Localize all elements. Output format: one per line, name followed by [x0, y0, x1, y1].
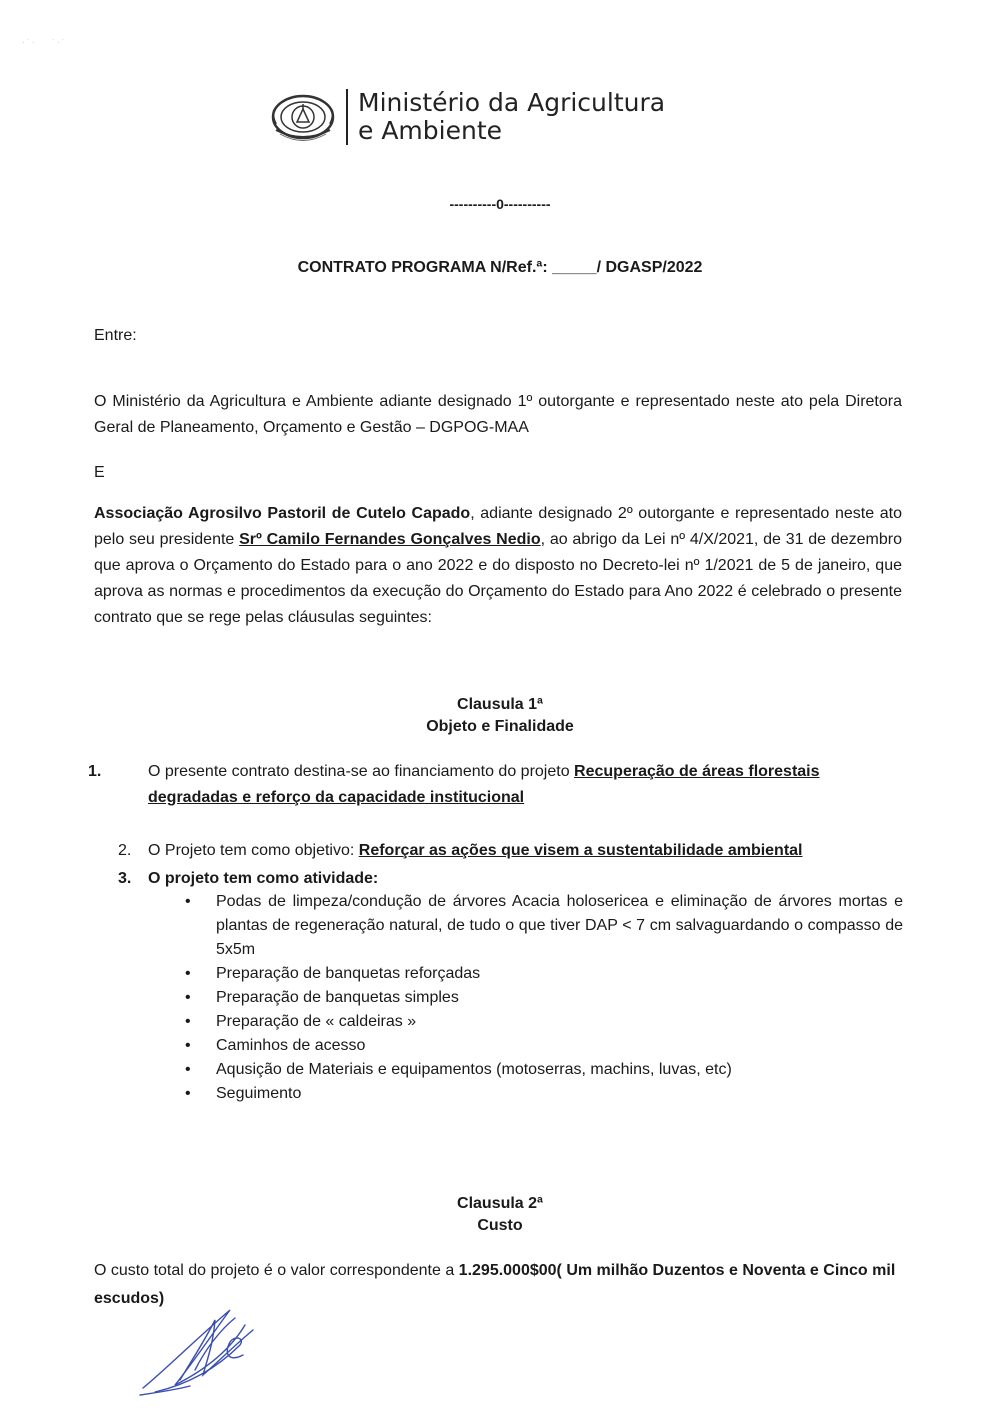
activities-list [185, 890, 903, 1106]
activity-item: • Preparação de banquetas simples [185, 986, 903, 1010]
e-conjunction: E [94, 464, 105, 481]
clause1-item-2 [118, 838, 908, 864]
ministry-name-line1: Ministério da Agricultura [358, 88, 666, 117]
cabo-verde-seal-logo [270, 84, 336, 150]
second-party-text-b: , ao abrigo da Lei nº 4/X/2021, de 31 de dezembro que aprova o Orçamento do Estado para o ano 2022 e do disposto no Decreto-lei nº 1/2021 de 5 de janeiro, que aprova as normas e procedimentos da execução do Orçamento do Estado para Ano 2022 é celebrado o presente contrato que se rege pelas cláusulas seguintes: [94, 531, 903, 626]
ministry-name [346, 89, 665, 145]
activity-item: • Seguimento [185, 1082, 903, 1106]
separator-line: ----------0---------- [449, 196, 551, 212]
first-party-paragraph: O Ministério da Agricultura e Ambiente adiante designado 1º outorgante e representado neste ato pela Diretora Geral de Planeamento, Orçamento e Gestão – DGPOG-MAA [94, 393, 902, 436]
item2-number: 2. [118, 842, 132, 859]
ministry-name-line2: e Ambiente [358, 116, 503, 145]
scan-specks: · ˙ · ˙ · ˙ [22, 38, 65, 47]
activities-list-container [185, 890, 903, 1106]
clause2-heading: Clausula 2ª [457, 1195, 543, 1212]
item1-text: O presente contrato destina-se ao financiamento do projeto [148, 763, 575, 780]
activity-item: • Preparação de « caldeiras » [185, 1010, 903, 1034]
clause2-subheading: Custo [477, 1217, 523, 1234]
activity-item: • Aqusição de Materiais e equipamentos (motoserras, machins, luvas, etc) [185, 1058, 903, 1082]
handwritten-signature [135, 1300, 265, 1400]
clause1-heading: Clausula 1ª [457, 696, 543, 713]
project-goal: Reforçar as ações que visem a sustentabilidade ambiental [358, 842, 803, 859]
entre-label: Entre: [94, 327, 137, 344]
cost-amount: 1.295.000$00( Um milhão Duzentos e Noventa e Cinco mil escudos) [94, 1262, 896, 1307]
project-name: Recuperação de áreas florestais degradadas e reforço da capacidade institucional [148, 763, 820, 806]
clause1-item-3 [118, 866, 908, 892]
president-name: Srº Camilo Fernandes Gonçalves Nedio [239, 531, 541, 548]
activity-item: • Preparação de banquetas reforçadas [185, 962, 903, 986]
item3-text: O projeto tem como atividade: [148, 870, 379, 887]
association-name: Associação Agrosilvo Pastoril de Cutelo Capado [94, 505, 471, 522]
activity-item: • Caminhos de acesso [185, 1034, 903, 1058]
second-party-text-a: , adiante designado 2º outorgante e representado neste ato pelo seu presidente [94, 505, 902, 548]
clause1-item-1 [88, 759, 908, 811]
second-party-paragraph [94, 501, 902, 631]
cost-text: O custo total do projeto é o valor correspondente a [94, 1262, 459, 1279]
item1-number: 1. [88, 763, 102, 780]
item2-text: O Projeto tem como objetivo: [148, 842, 359, 859]
clause1-subheading: Objeto e Finalidade [426, 718, 574, 735]
activity-item: • Podas de limpeza/condução de árvores Acacia holosericea e eliminação de árvores mortas e plantas de regeneração natural, de tudo o que tiver DAP < 7 cm salvaguardando o compasso de 5x5m [185, 890, 903, 962]
item3-number: 3. [118, 870, 132, 887]
contract-title: CONTRATO PROGRAMA N/Ref.ª: _____/ DGASP/2022 [297, 259, 703, 276]
ministry-header [270, 84, 665, 150]
